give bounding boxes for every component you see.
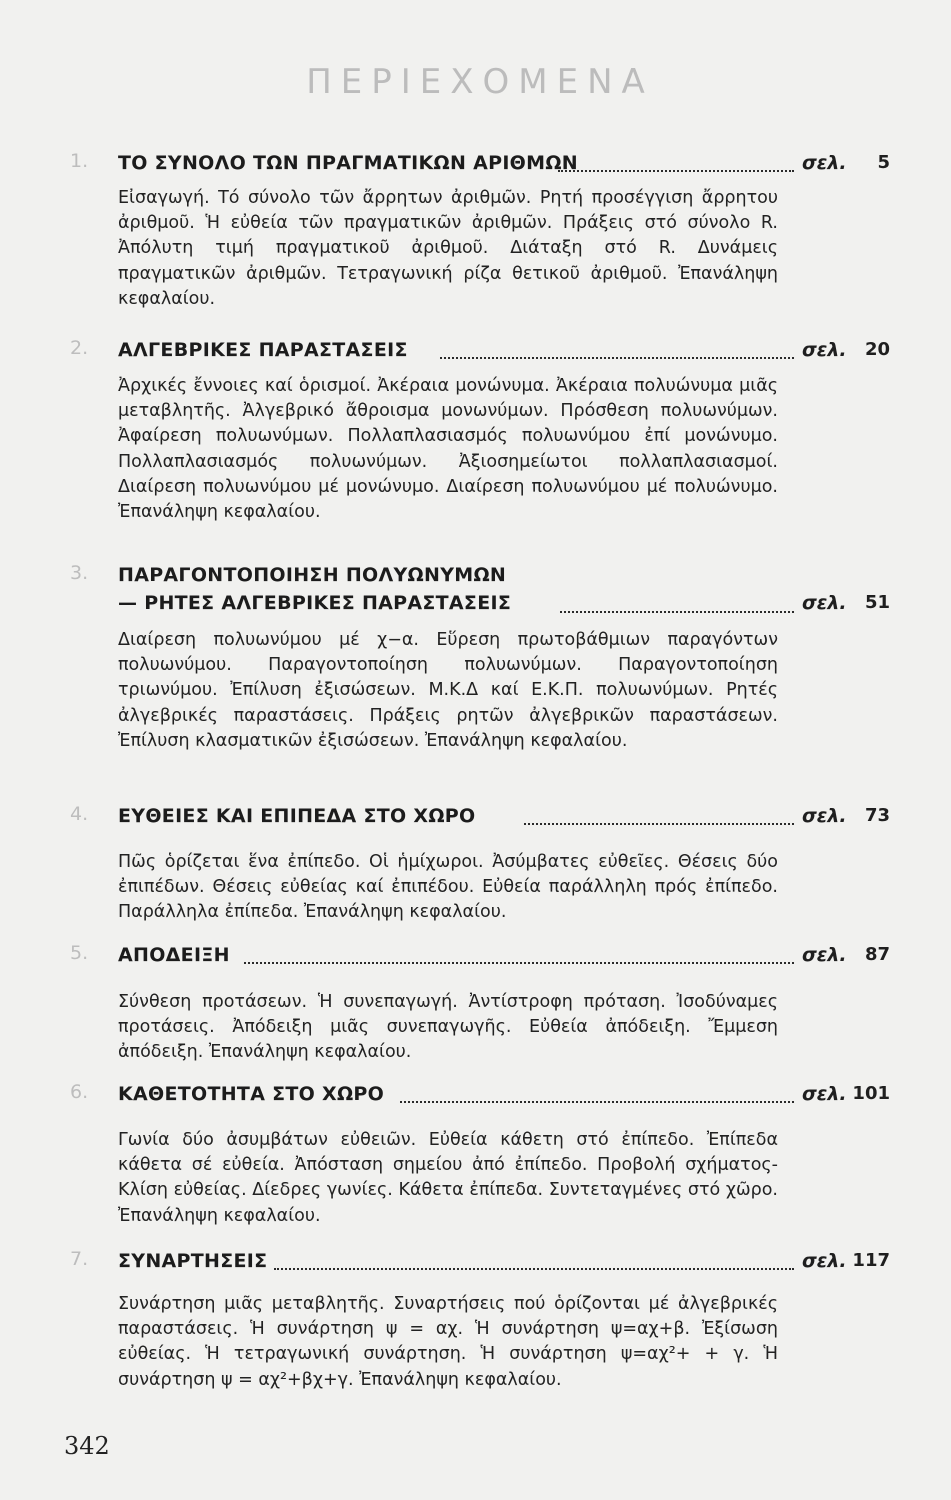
chapter-number: 6. [70,1081,89,1103]
chapter-description: Γωνία δύο ἀσυμβάτων εὐθειῶν. Εὐθεία κάθετη στό ἐπίπεδο. Ἐπίπεδα κάθετα σέ εὐθεία. Ἀπόσταση σημείου ἀπό ἐπίπεδο. Προβολή σχήματος-Κλίση εὐθείας. Δίεδρες γωνίες. Κάθετα ἐπίπεδα. Συντεταγμένες στό χῶρο. Ἐπανάληψη κεφαλαίου. [118,1130,778,1226]
chapter-description: Σύνθεση προτάσεων. Ἡ συνεπαγωγή. Ἀντίστροφη πρόταση. Ἰσοδύναμες προτάσεις. Ἀπόδειξη μιᾶς συνεπαγωγῆς. Εὐθεία ἀπόδειξη. Ἔμμεση ἀπόδειξη. Ἐπανάληψη κεφαλαίου. [118,992,778,1063]
dot-leader [560,608,794,613]
page-abbrev: σελ. [802,805,847,827]
chapter-number: 1. [70,150,89,172]
page-abbrev: σελ. [802,1083,847,1105]
chapter-page: 101 [852,1083,890,1104]
chapter-heading [118,150,890,180]
chapter-page: 117 [852,1250,890,1271]
chapter-description: Πῶς ὁρίζεται ἕνα ἐπίπεδο. Οἱ ἡμίχωροι. Ἀσύμβατες εὐθεῖες. Θέσεις δύο ἐπιπέδων. Θέσεις εὐθείας καί ἐπιπέδου. Εὐθεία παράλληλη πρός ἐπίπεδο. Παράλληλα ἐπίπεδα. Ἐπανάληψη κεφαλαίου. [118,852,778,923]
chapter-description: Συνάρτηση μιᾶς μεταβλητῆς. Συναρτήσεις πού ὁρίζονται μέ ἀλγεβρικές παραστάσεις. Ἡ συνάρτηση ψ = αχ. Ἡ συνάρτηση ψ=αχ+β. Ἐξίσωση εὐθείας. Ἡ τετραγωνική συνάρτηση. Ἡ συνάρτηση ψ=αχ²+ + γ. Ἡ συνάρτηση ψ = αχ²+βχ+γ. Ἐπανάληψη κεφαλαίου. [118,1294,778,1390]
chapter-subtitle: — ΡΗΤΕΣ ΑΛΓΕΒΡΙΚΕΣ ΠΑΡΑΣΤΑΣΕΙΣ [118,592,512,614]
dot-leader [440,354,794,359]
chapter-heading [118,1081,890,1111]
contents-heading: ΠΕΡΙΕΧΟΜΕΝΑ [306,62,654,102]
chapter-title: ΑΛΓΕΒΡΙΚΕΣ ΠΑΡΑΣΤΑΣΕΙΣ [118,339,408,361]
page-abbrev: σελ. [802,152,847,174]
chapter-number: 3. [70,562,89,584]
chapter-title: ΑΠΟΔΕΙΞΗ [118,944,230,966]
page-abbrev: σελ. [802,339,847,361]
chapter-heading [118,1248,890,1278]
chapter-title: ΕΥΘΕΙΕΣ ΚΑΙ ΕΠΙΠΕΔΑ ΣΤΟ ΧΩΡΟ [118,805,476,827]
dot-leader [558,167,794,172]
dot-leader [244,959,794,964]
chapter-description: Εἰσαγωγή. Τό σύνολο τῶν ἄρρητων ἀριθμῶν. Ρητή προσέγγιση ἄρρητου ἀριθμοῦ. Ἡ εὐθεία τῶν πραγματικῶν ἀριθμῶν. Πράξεις στό σύνολο R. Ἀπόλυτη τιμή πραγματικοῦ ἀριθμοῦ. Διάταξη στό R. Δυνάμεις πραγματικῶν ἀριθμῶν. Τετραγωνική ρίζα θετικοῦ ἀριθμοῦ. Ἐπανάληψη κεφαλαίου. [118,188,778,309]
chapter-number: 4. [70,803,89,825]
chapter-title: ΚΑΘΕΤΟΤΗΤΑ ΣΤΟ ΧΩΡΟ [118,1083,385,1105]
page-abbrev: σελ. [802,592,847,614]
chapter-title: ΠΑΡΑΓΟΝΤΟΠΟΙΗΣΗ ΠΟΛΥΩΝΥΜΩΝ [118,564,507,586]
chapter-heading [118,562,890,622]
dot-leader [274,1265,794,1270]
chapter-number: 2. [70,337,89,359]
chapter-heading [118,942,890,972]
chapter-heading [118,337,890,367]
chapter-page: 20 [864,339,890,360]
chapter-description: Διαίρεση πολυωνύμου μέ χ−α. Εὕρεση πρωτοβάθμιων παραγόντων πολυωνύμου. Παραγοντοποίηση πολυωνύμων. Παραγοντοποίηση τριωνύμου. Ἐπίλυση ἐξισώσεων. Μ.Κ.Δ καί Ε.Κ.Π. πολυωνύμων. Ρητές ἀλγεβρικές παραστάσεις. Πράξεις ρητῶν ἀλγεβρικῶν παραστάσεων. Ἐπίλυση κλασματικῶν ἐξισώσεων. Ἐπανάληψη κεφαλαίου. [118,630,778,751]
chapter-page: 5 [877,152,890,173]
chapter-title: ΤΟ ΣΥΝΟΛΟ ΤΩΝ ΠΡΑΓΜΑΤΙΚΩΝ ΑΡΙΘΜΩΝ [118,152,578,174]
chapter-heading [118,803,890,833]
dot-leader [400,1098,794,1103]
page-abbrev: σελ. [802,1250,847,1272]
dot-leader [524,820,794,825]
chapter-page: 51 [864,592,890,613]
chapter-description: Ἀρχικές ἔννοιες καί ὁρισμοί. Ἀκέραια μονώνυμα. Ἀκέραια πολυώνυμα μιᾶς μεταβλητῆς. Ἀλγεβρικό ἄθροισμα μονωνύμων. Πρόσθεση πολυωνύμων. Ἀφαίρεση πολυωνύμων. Πολλαπλασιασμός πολυωνύμου ἐπί μονώνυμο. Πολλαπλασιασμός πολυωνύμων. Ἀξιοσημείωτοι πολλαπλασιασμοί. Διαίρεση πολυωνύμου μέ μονώνυμο. Διαίρεση πολυωνύμου μέ πολυώνυμο. Ἐπανάληψη κεφαλαίου. [118,376,778,523]
page-abbrev: σελ. [802,944,847,966]
chapter-number: 7. [70,1248,89,1270]
chapter-page: 73 [864,805,890,826]
page-number: 342 [64,1432,110,1460]
chapter-page: 87 [864,944,890,965]
chapter-number: 5. [70,942,89,964]
chapter-title: ΣΥΝΑΡΤΗΣΕΙΣ [118,1250,268,1272]
